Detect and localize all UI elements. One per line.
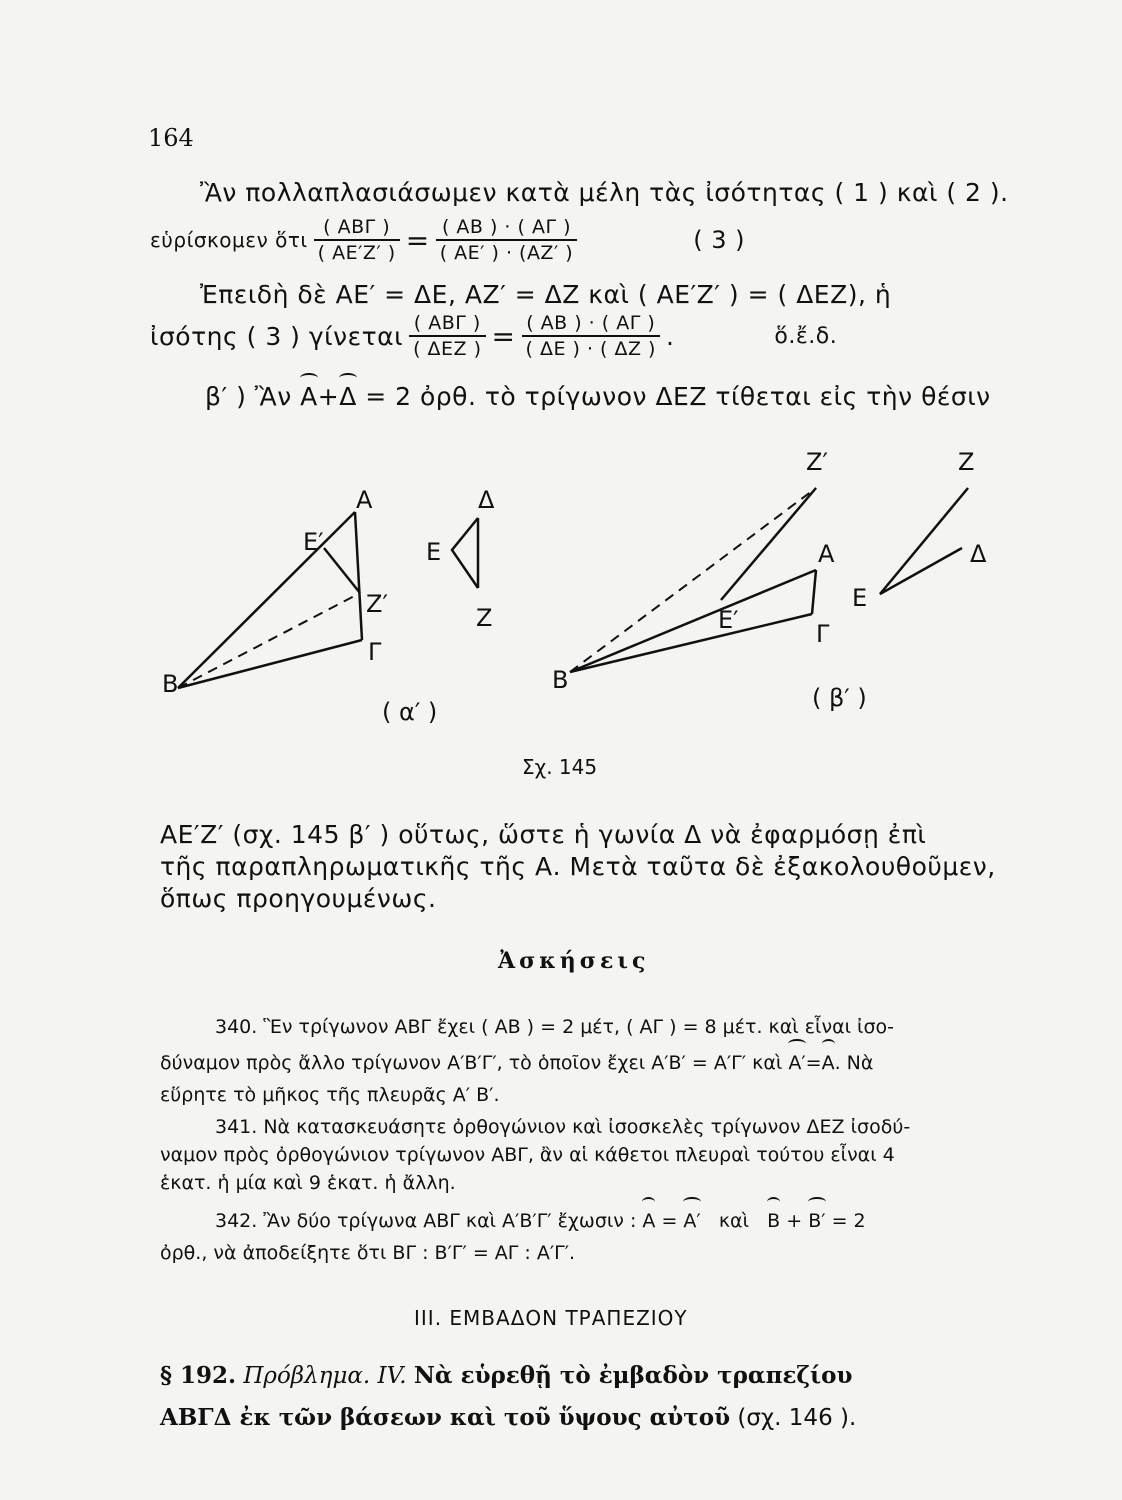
angle-A-prime: Α′ — [788, 1048, 805, 1078]
exercise-342-line-2: ὀρθ., νὰ ἀποδείξητε ὅτι ΒΓ : Β′Γ′ = ΑΓ : Α′Γ′. — [160, 1242, 576, 1264]
exercises-title: Ἀσκήσεις — [498, 948, 650, 974]
label-E1-b: Ε′ — [718, 606, 739, 634]
page-number: 164 — [148, 124, 194, 152]
label-Z-small: Ζ — [476, 604, 493, 632]
angle-B-342: Β — [767, 1206, 780, 1236]
ex340-l2-post: . Νὰ — [834, 1052, 874, 1074]
label-E-small: Ε — [426, 538, 442, 566]
problem-statement-2: ΑΒΓΔ ἐκ τῶν βάσεων καὶ τοῦ ὕψους αὐτοῦ — [160, 1404, 731, 1431]
ex342-eq: = — [661, 1210, 678, 1232]
ex340-l2-pre: δύναμον πρὸς ἄλλο τρίγωνον Α′Β′Γ′, τὸ ὁποῖον ἔχει Α′Β′ = Α′Γ′ καὶ — [160, 1052, 783, 1074]
eq3-f1-numerator: ( ΑΒΓ ) — [314, 216, 400, 241]
eq3-f1-denominator: ( ΑΕ′Ζ′ ) — [317, 242, 396, 264]
eq3-label: ( 3 ) — [693, 226, 745, 254]
after-line-3: ὅπως προηγουμένως. — [160, 884, 437, 913]
label-D-small: Δ — [478, 486, 495, 514]
after-line-1: ΑΕ′Ζ′ (σχ. 145 β′ ) οὕτως, ὥστε ἡ γωνία Δ νὰ ἐφαρμόσῃ ἐπὶ — [160, 820, 927, 849]
line-AG-b — [812, 570, 816, 614]
label-G-a: Γ — [368, 638, 382, 666]
label-B-a: Β — [162, 670, 179, 698]
line-AG — [355, 512, 362, 640]
angle-A-prime-342: Α′ — [683, 1206, 700, 1236]
eq3-prefix: εὑρίσκομεν ὅτι — [150, 228, 308, 252]
label-part-a: ( α′ ) — [382, 698, 438, 726]
line-E1Z1 — [324, 548, 360, 593]
eq-result-f1-denominator: ( ΔΕΖ ) — [413, 338, 482, 360]
eq-result-equals: = — [491, 319, 516, 353]
line5-pre: β′ ) Ἂν — [205, 382, 292, 411]
label-D-small-b: Δ — [970, 540, 987, 568]
qed: ὅ.ἔ.δ. — [774, 323, 838, 349]
section-title: ΙΙΙ. ΕΜΒΑΔΟΝ ΤΡΑΠΕΖΙΟΥ — [414, 1306, 688, 1330]
label-E1-a: Ε′ — [303, 528, 324, 556]
problem-ref: (σχ. 146 ). — [737, 1405, 857, 1431]
small-triangle-ZED-b — [880, 488, 968, 594]
label-A-b: Α — [818, 540, 835, 568]
label-Z1-b: Ζ′ — [806, 448, 828, 476]
eq-result-period: . — [665, 321, 675, 351]
ex342-pre: 342. Ἂν δύο τρίγωνα ΑΒΓ καὶ Α′Β′Γ′ ἔχωσιν : — [215, 1210, 637, 1232]
exercise-342-line-1 — [215, 1206, 866, 1236]
label-Z1-a: Ζ′ — [366, 590, 388, 618]
exercise-341-line-2: ναμον πρὸς ὀρθογώνιον τρίγωνον ΑΒΓ, ἂν αἱ κάθετοι πλευραὶ τούτου εἶναι 4 — [160, 1144, 895, 1166]
exercise-340-line-3: εὕρητε τὸ μῆκος τῆς πλευρᾶς Α′ Β′. — [160, 1084, 500, 1106]
line5-post: = 2 ὀρθ. τὸ τρίγωνον ΔΕΖ τίθεται εἰς τὴν θέσιν — [365, 382, 991, 411]
angle-A: Α — [300, 382, 318, 411]
figure-b-lines — [570, 488, 968, 672]
eq-result-f2-numerator: ( ΑΒ ) · ( ΑΓ ) — [522, 312, 660, 337]
ex342-plus: + — [786, 1210, 803, 1232]
after-line-2: τῆς παραπληρωματικῆς τῆς Α. Μετὰ ταῦτα δὲ ἐξακολουθοῦμεν, — [160, 852, 996, 881]
figure-caption: Σχ. 145 — [522, 755, 598, 779]
problem-statement-1: Νὰ εὑρεθῇ τὸ ἐμβαδὸν τραπεζίου — [413, 1362, 853, 1389]
eq-result-f2-denominator: ( ΔΕ ) · ( ΔΖ ) — [525, 338, 656, 360]
problem-line-1 — [160, 1362, 852, 1389]
angle-A-342: Α — [642, 1206, 655, 1236]
exercise-340-line-1: 340. Ἓν τρίγωνον ΑΒΓ ἔχει ( ΑΒ ) = 2 μέτ, ( ΑΓ ) = 8 μέτ. καὶ εἶναι ἰσο- — [215, 1016, 895, 1038]
line-BG — [178, 640, 362, 688]
label-part-b: ( β′ ) — [812, 684, 867, 712]
label-G-b: Γ — [816, 620, 830, 648]
line-E1Z1-b — [721, 488, 816, 600]
angle-A-340: Α — [822, 1048, 835, 1078]
label-E-small-b: Ε — [852, 584, 868, 612]
eq3-equals: = — [405, 223, 430, 257]
problem-label: Πρόβλημα. IV. — [243, 1363, 407, 1389]
eq3-f2-denominator: ( ΑΕ′ ) · (ΑΖ′ ) — [439, 242, 574, 264]
exercise-341-line-1: 341. Νὰ κατασκευάσητε ὀρθογώνιον καὶ ἰσοσκελὲς τρίγωνον ΔΕΖ ἰσοδύ- — [215, 1116, 911, 1138]
dashed-BZ1 — [178, 593, 360, 688]
small-triangle-DEZ-a — [452, 518, 478, 588]
eq-result-prefix: ἰσότης ( 3 ) γίνεται — [150, 321, 404, 351]
angle-D: Δ — [339, 382, 357, 411]
problem-line-2 — [160, 1404, 856, 1431]
label-B-b: Β — [552, 666, 569, 694]
label-A-a: Α — [356, 486, 373, 514]
ex342-kai: καὶ — [718, 1210, 749, 1232]
text-line-1: Ἂν πολλαπλασιάσωμεν κατὰ μέλη τὰς ἰσότητας ( 1 ) καὶ ( 2 ). — [200, 178, 1009, 207]
text-line-3: Ἐπειδὴ δὲ ΑΕ′ = ΔΕ, ΑΖ′ = ΔΖ καὶ ( ΑΕ′Ζ′ ) = ( ΔΕΖ), ἡ — [200, 280, 892, 309]
ex340-eq: = — [805, 1052, 822, 1074]
line-BA — [178, 512, 355, 688]
eq3-f2-numerator: ( ΑΒ ) · ( ΑΓ ) — [436, 216, 578, 241]
exercise-341-line-3: ἑκατ. ἡ μία καὶ 9 ἑκατ. ἡ ἄλλη. — [160, 1172, 456, 1194]
plus-sign: + — [317, 382, 340, 411]
ex342-end: = 2 — [831, 1210, 866, 1232]
angle-B-prime-342: Β′ — [808, 1206, 825, 1236]
label-Z-small-b: Ζ — [958, 448, 975, 476]
exercise-340-line-2 — [160, 1048, 873, 1078]
eq-result-f1-numerator: ( ΑΒΓ ) — [409, 312, 485, 337]
dashed-BZ1-b — [570, 488, 816, 672]
problem-number: § 192. — [160, 1362, 237, 1389]
